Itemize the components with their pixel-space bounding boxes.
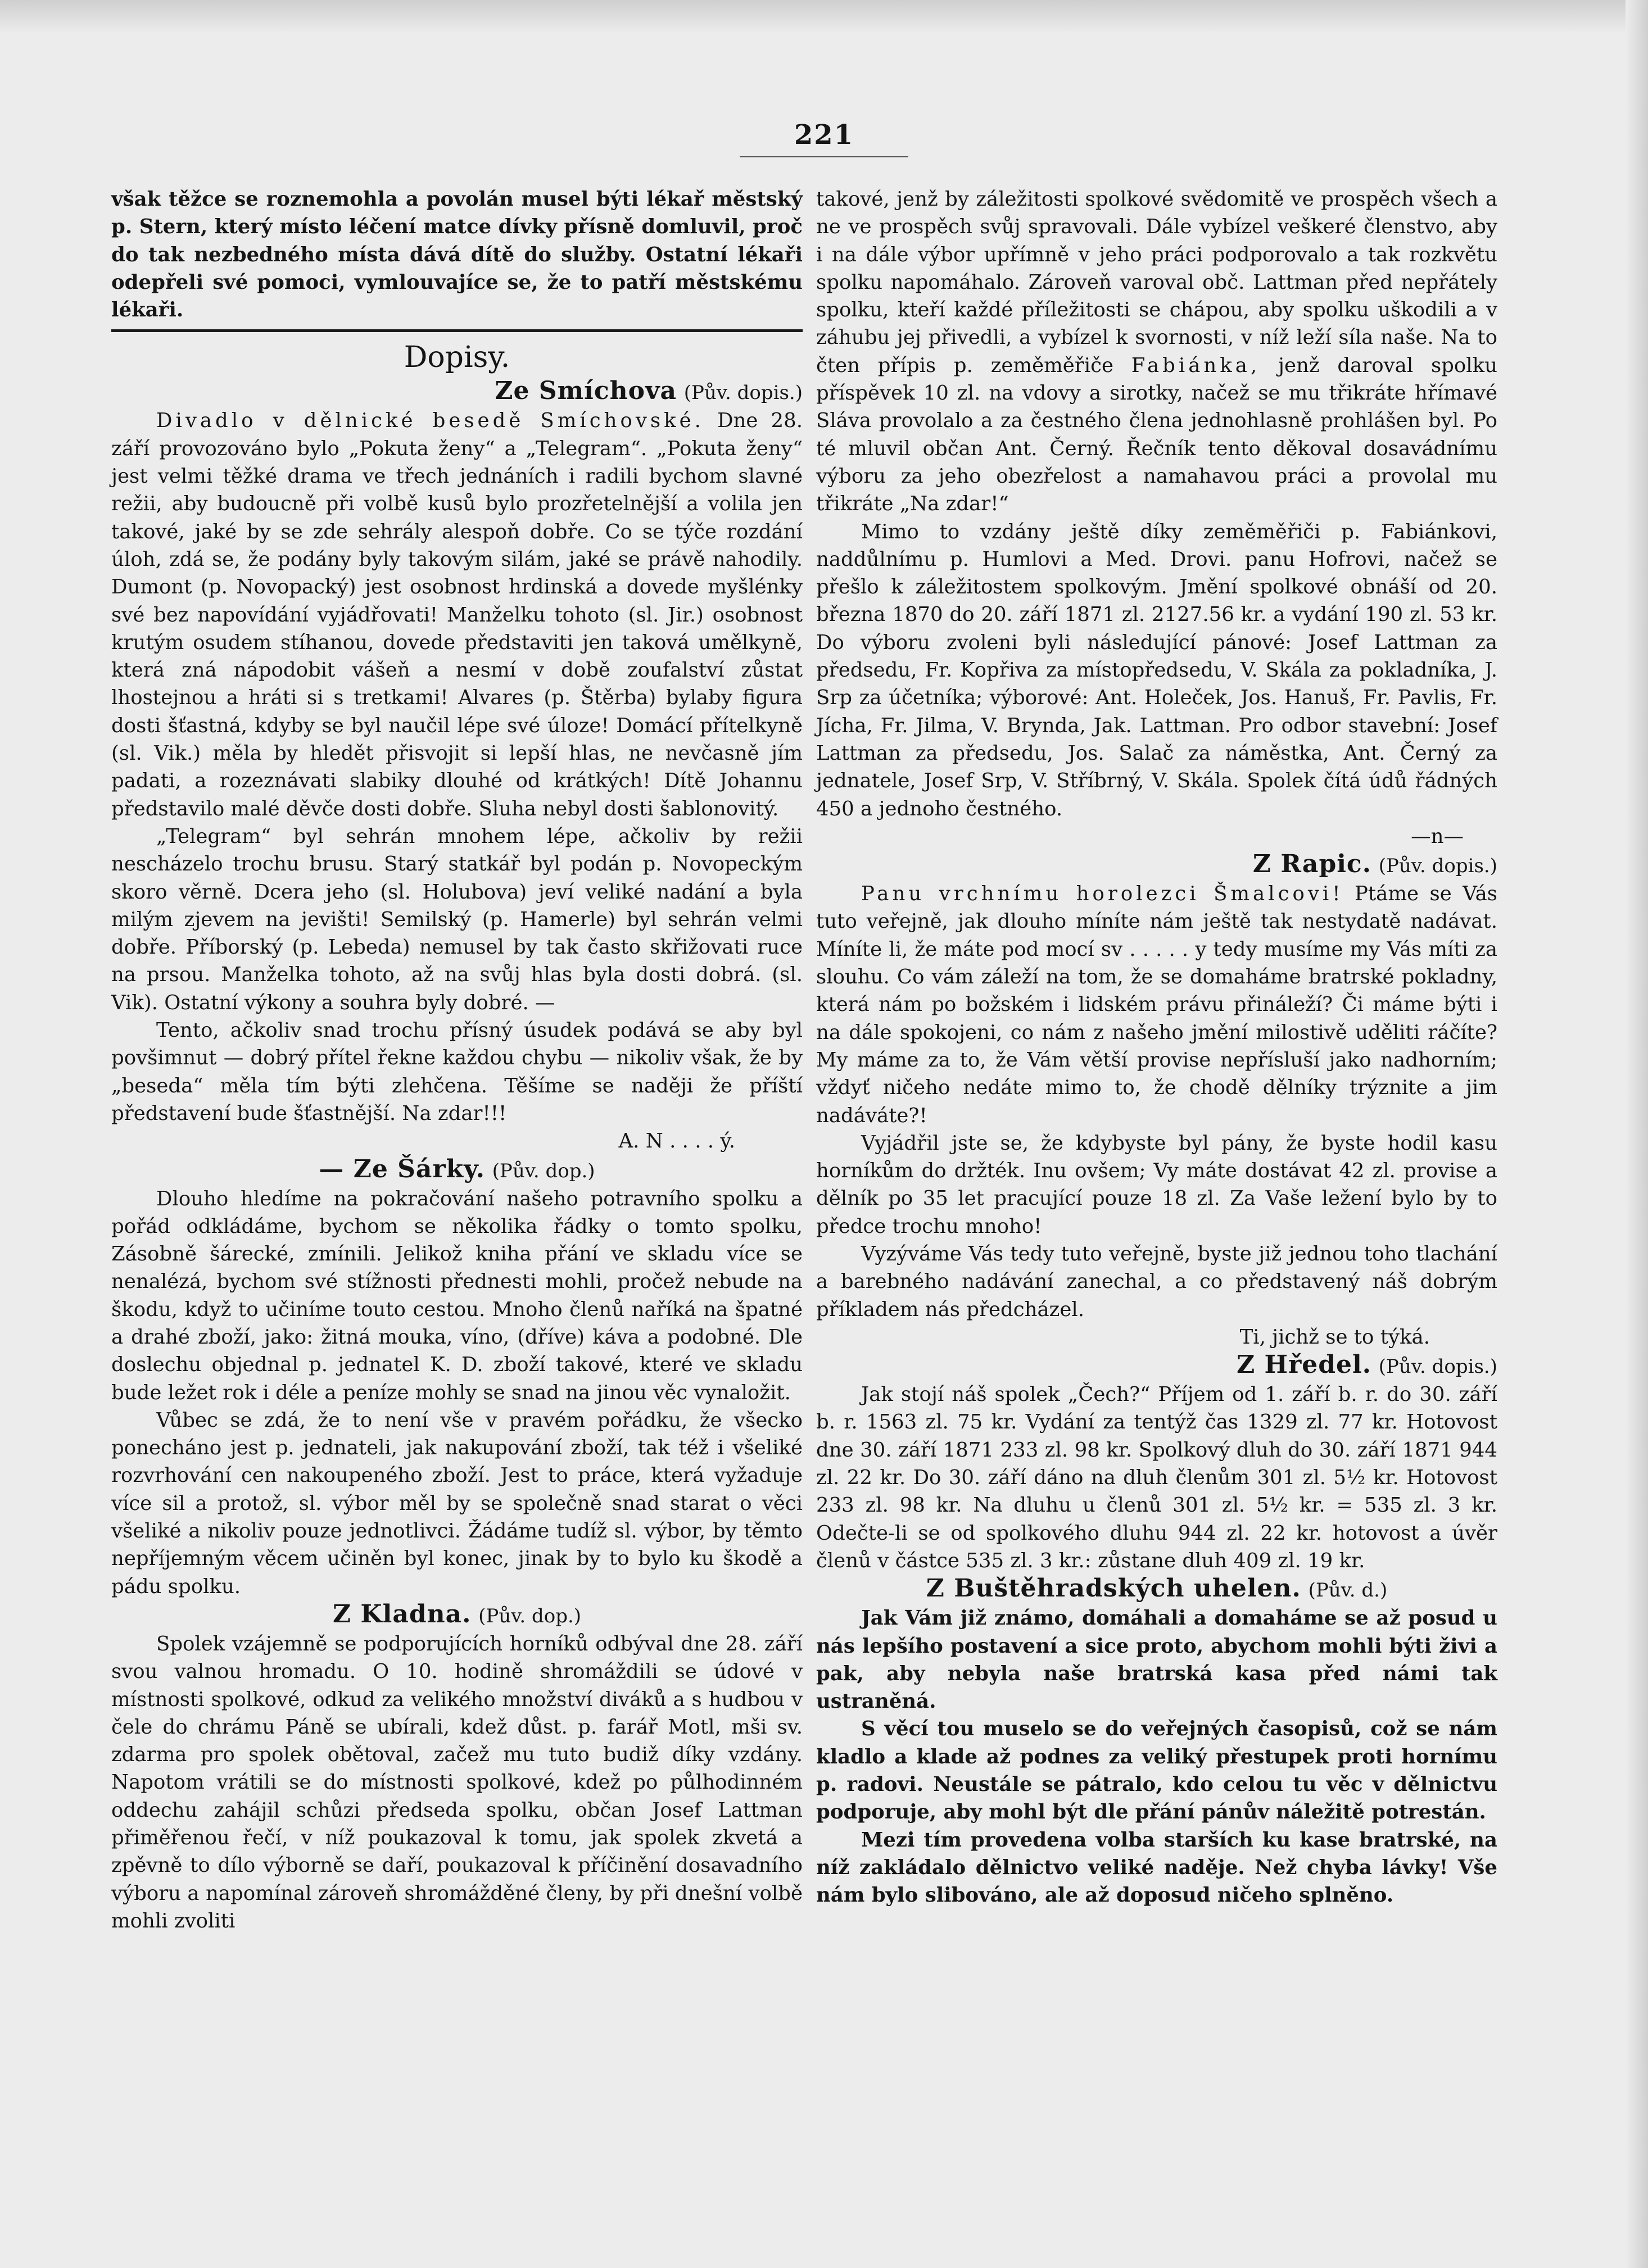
article-paragraph bbox=[111, 407, 803, 822]
heading-place: Z Buštěhradských uhelen. bbox=[926, 1574, 1301, 1603]
heading-note: (Pův. dopis.) bbox=[683, 382, 803, 405]
spaced-name: Fabiánka, bbox=[1131, 353, 1261, 377]
right-column bbox=[816, 185, 1497, 1909]
heading-note: (Pův. dopis.) bbox=[1378, 855, 1497, 878]
heading-place: Z Kladna. bbox=[332, 1599, 472, 1629]
heading-place: Z Hředel. bbox=[1237, 1350, 1372, 1380]
paragraph-text: jenž daroval spolku příspěvek 10 zl. na vdovy a sirotky, načež se mu třikráte hřímavé Sláva provolalo a za čestného člena jednohlasně prohlášen byl. Po té mluvil občan Ant. Černý. Řečník tento děkoval dosavádnímu výboru za jeho obezřelost a namahavou práci a provolal mu třikráte „Na zdar!“ bbox=[816, 353, 1497, 516]
spaced-lead: Divadlo v dělnické besedě Smíchovské. bbox=[156, 409, 704, 433]
article-paragraph: Spolek vzájemně se podporujících horníků odbýval dne 28. září svou valnou hromadu. O 10. hodině shromáždili se údové v místnosti spolkové, odkud za velikého množství diváků a s hudbou v čele do chrámu Páně se ubírali, kdež důst. p. farář Motl, mši sv. zdarma pro spolek obětoval, začež mu tuto budiž díky vzdány. Napotom vrátili se do místnosti spolkové, kdež po půlhodinném oddechu zahájil schůzi předseda spolku, občan Josef Lattman přiměřenou řečí, v níž poukazoval k tomu, jak spolek zkvetá a zpěvně to dílo výborně se daří, poukazoval k příčinění dosavadního výboru a napomínal zároveň shromážděné členy, by při dnešní volbě mohli zvoliti bbox=[111, 1632, 803, 1933]
heading-kladno bbox=[111, 1600, 803, 1630]
paragraph-text: Dne 28. září provozováno bylo „Pokuta ženy“ a „Telegram“. „Pokuta ženy“ jest velmi těžké drama ve třech jednáních i radili bychom slavné režii, aby budoucně při volbě kusů bylo prozřetelnější a volila jen takové, jaké by se zde sehrály alespoň dobře. Co se týče rozdání úloh, zdá se, že podány byly takovým silám, jaké se právě nahodily. Dumont (p. Novopacký) jest osobnost hrdinská a dovede myšlénky své bez napovídání vyjádřovati! Manželku tohoto (sl. Jir.) osobnost krutým osudem stíhanou, dovede představiti jen taková umělkyně, která zná nápodobit vášeň a nesmí v době zoufalství zůstat lhostejnou a hráti si s tretkami! Alvares (p. Štěrba) bylaby figura dosti šťastná, kdyby se byl naučil lépe své úloze! Domácí přítelkyně (sl. Vik.) měla by hledět přisvojit si lepší hlas, ne nevčasně jím padati, a rozeznávati slabiky dlouhé od krátkých! Dítě Johannu představilo malé děvče dosti dobře. Sluha nebyl dosti šablonovitý. bbox=[111, 409, 803, 820]
heading-note: (Pův. dop.) bbox=[492, 1159, 595, 1182]
paragraph-text: takové, jenž by záležitosti spolkové svědomitě ve prospěch všech a ne ve prospěch svůj spravovali. Dále vybízel veškeré členstvo, aby i na dále výbor upřímně v jeho práci podporovalo a tak rozkvětu spolku napomáhalo. Zároveň varoval obč. Lattman před nepřátely spolku, kteří každé příležitosti se chápou, aby spolku uškodili a v záhubu jej přivedli, a vybízel k svornosti, v níž leží síla naše. Na to čten přípis p. zeměměřiče bbox=[816, 188, 1497, 377]
left-column bbox=[111, 185, 803, 1935]
heading-smichov bbox=[111, 377, 803, 407]
heading-bustehrad bbox=[816, 1575, 1497, 1604]
section-title: Dopisy. bbox=[404, 341, 510, 375]
heading-place: — Ze Šárky. bbox=[319, 1154, 485, 1183]
article-paragraph: Tento, ačkoliv snad trochu přísný úsudek podává se aby byl povšimnut — dobrý přítel řekne každou chybu — nikoliv však, že by „beseda“ měla tím býti zlehčena. Těšíme se naději že příští představení bude šťastnější. Na zdar!!! bbox=[111, 1019, 803, 1125]
page-number: 221 bbox=[794, 119, 854, 151]
heading-place: Z Rapic. bbox=[1252, 850, 1372, 879]
article-paragraph: Jak Vám již známo, domáhali a domaháme se až posud u nás lepšího postavení a sice proto, abychom mohli býti živi a pak, aby nebyla naše bratrská kasa před námi tak ustraněná. bbox=[816, 1607, 1497, 1713]
article-signature: A. N . . . . ý. bbox=[618, 1130, 735, 1153]
article-paragraph: Mezi tím provedena volba starších ku kase bratrské, na níž zakládalo dělnictvo veliké naděje. Než chyba lávky! Vše nám bylo slibováno, ale až doposud ničeho splněno. bbox=[816, 1828, 1497, 1907]
heading-sarka bbox=[111, 1155, 803, 1185]
heading-note: (Pův. dopis.) bbox=[1378, 1355, 1497, 1378]
spaced-lead: Panu vrchnímu horolezci Šmalcovi! bbox=[861, 882, 1344, 906]
article-paragraph: Vůbec se zdá, že to není vše v pravém pořádku, že všecko ponecháno jest p. jednateli, jak nakupování zboží, tak též i všeliké rozvrhování cen nakoupeného zboží. Jest to práce, která vyžaduje více sil a protož, sl. výbor měl by se společně snad starat o věci všeliké a nikoliv pouze jednotlivci. Žádáme tudíž sl. výbor, by těmto nepříjemným věcem učiněn byl konec, jinak by to bylo ku škodě a pádu spolku. bbox=[111, 1408, 803, 1598]
scan-edge-right bbox=[1626, 0, 1648, 2268]
heading-hredel bbox=[816, 1351, 1497, 1381]
article-paragraph: „Telegram“ byl sehrán mnohem lépe, ačkoliv by režii nescházelo trochu brusu. Starý statkář byl podán p. Novopeckým skoro věrně. Dcera jeho (sl. Holubova) jeví veliké nadání a byla milým zjevem na jevišti! Semilský (p. Hamerle) byl sehrán velmi dobře. Příborský (p. Lebeda) nemusel by tak často skřižovati ruce na prsou. Manželka tohoto, až na svůj hlas byla dosti dobrá. (sl. Vik). Ostatní výkony a souhra byly dobré. — bbox=[111, 824, 803, 1014]
article-paragraph: Jak stojí náš spolek „Čech?“ Příjem od 1. září b. r. do 30. září b. r. 1563 zl. 75 kr. Vydání za tentýž čas 1329 zl. 77 kr. Hotovost dne 30. září 1871 233 zl. 98 kr. Spolkový dluh do 30. září 1871 944 zl. 22 kr. Do 30. září dáno na dluh členům 301 zl. 5½ kr. Hotovost 233 zl. 98 kr. Na dluhu u členů 301 zl. 5½ kr. = 535 zl. 3 kr. Odečte-li se od spolkového dluhu 944 zl. 22 kr. hotovost a úvěr členů v částce 535 zl. 3 kr.: zůstane dluh 409 zl. 19 kr. bbox=[816, 1383, 1497, 1572]
article-paragraph bbox=[816, 185, 1497, 518]
paragraph-text: Ptáme se Vás tuto veřejně, jak dlouho míníte nám ještě tak nestydatě nadávat. Míníte li, že máte pod mocí sv . . . . . y tedy musíme my Vás míti za slouhu. Co vám záleží na tom, že se domaháme bratrské pokladny, která nám po božském i lidském právu přináleží? Či máme býti i na dále spokojeni, co nám z našeho jmění milostivě uděliti ráčíte? My máme za to, že Vám větší provise nepřísluší jako nadhorním; vždyť ničeho nedáte mimo to, že chodě dělníky trýznite a jim nadáváte?! bbox=[816, 882, 1497, 1127]
heading-note: (Pův. dop.) bbox=[478, 1604, 582, 1627]
heading-rapice bbox=[816, 850, 1497, 880]
section-rule bbox=[111, 329, 803, 332]
article-signature: —n— bbox=[1411, 824, 1464, 848]
heading-place: Ze Smíchova bbox=[495, 377, 677, 406]
article-paragraph: Vyjádřil jste se, že kdybyste byl pány, že byste hodil kasu horníkům do držték. Inu ovšem; Vy máte dostávat 42 zl. provise a dělník po 35 let pracující pouze 18 zl. Za Vaše ležení bylo by to předce trochu mnoho! bbox=[816, 1131, 1497, 1238]
article-paragraph: S věcí tou muselo se do veřejných časopisů, což se nám kladlo a klade až podnes za veliký přestupek proti hornímu p. radovi. Neustále se pátralo, kdo celou tu věc v dělnictvu podporuje, aby mohl být dle přání pánův náležitě potrestán. bbox=[816, 1717, 1497, 1824]
article-paragraph: Dlouho hledíme na pokračování našeho potravního spolku a pořád odkládáme, bychom se několika řádky o tomto spolku, Zásobně šárecké, zmínili. Jelikož kniha přání ve skladu více se nenalézá, bychom své stížnosti přednesti mohli, pročež nebude na škodu, když to učiníme touto cestou. Mnoho členů naříká na špatné a drahé zboží, jako: žitná mouka, víno, (dříve) káva a podobné. Dle doslechu objednal p. jednatel K. D. zboží takové, které ve skladu bude ležet rok i déle a peníze mohly se snad na jinou věc vynaložit. bbox=[111, 1187, 803, 1404]
article-paragraph bbox=[816, 880, 1497, 1130]
article-signature: Ti, jichž se to týká. bbox=[1239, 1325, 1430, 1349]
heading-note: (Pův. d.) bbox=[1308, 1579, 1388, 1602]
page-number-rule bbox=[740, 156, 908, 157]
article-paragraph: Vyzýváme Vás tedy tuto veřejně, byste již jednou toho tlachání a barebného nadávání zanechal, a co představený náš dobrým příkladem nás předcházel. bbox=[816, 1242, 1497, 1321]
article-paragraph: Mimo to vzdány ještě díky zeměměřiči p. Fabiánkovi, naddůlnímu p. Humlovi a Med. Drovi. panu Hofrovi, načež se přešlo k záležitostem spolkovým. Jmění spolkové obnáší od 20. března 1870 do 20. září 1871 zl. 2127.56 kr. a vydání 190 zl. 53 kr. Do výboru zvoleni byli následující pánové: Josef Lattman za předsedu, Fr. Kopřiva za místopředsedu, V. Skála za pokladníka, J. Srp za účetníka; výborové: Ant. Holeček, Jos. Hanuš, Fr. Pavlis, Fr. Jícha, Fr. Jilma, V. Brynda, Jak. Lattman. Pro odbor stavební: Josef Lattman za předsedu, Jos. Salač za náměstka, Ant. Černý za jednatele, Josef Srp, V. Stříbrný, V. Skála. Spolek čítá údů řádných 450 a jednoho čestného. bbox=[816, 520, 1497, 820]
scan-edge-top bbox=[0, 0, 1648, 34]
intro-paragraph: však těžce se roznemohla a povolán musel býti lékař městský p. Stern, který místo léčení matce dívky přísně domluvil, proč do tak nezbedného místa dává dítě do služby. Ostatní lékaři odepřeli své pomoci, vymlouvajíce se, že to patří městskému lékaři. bbox=[111, 188, 803, 322]
